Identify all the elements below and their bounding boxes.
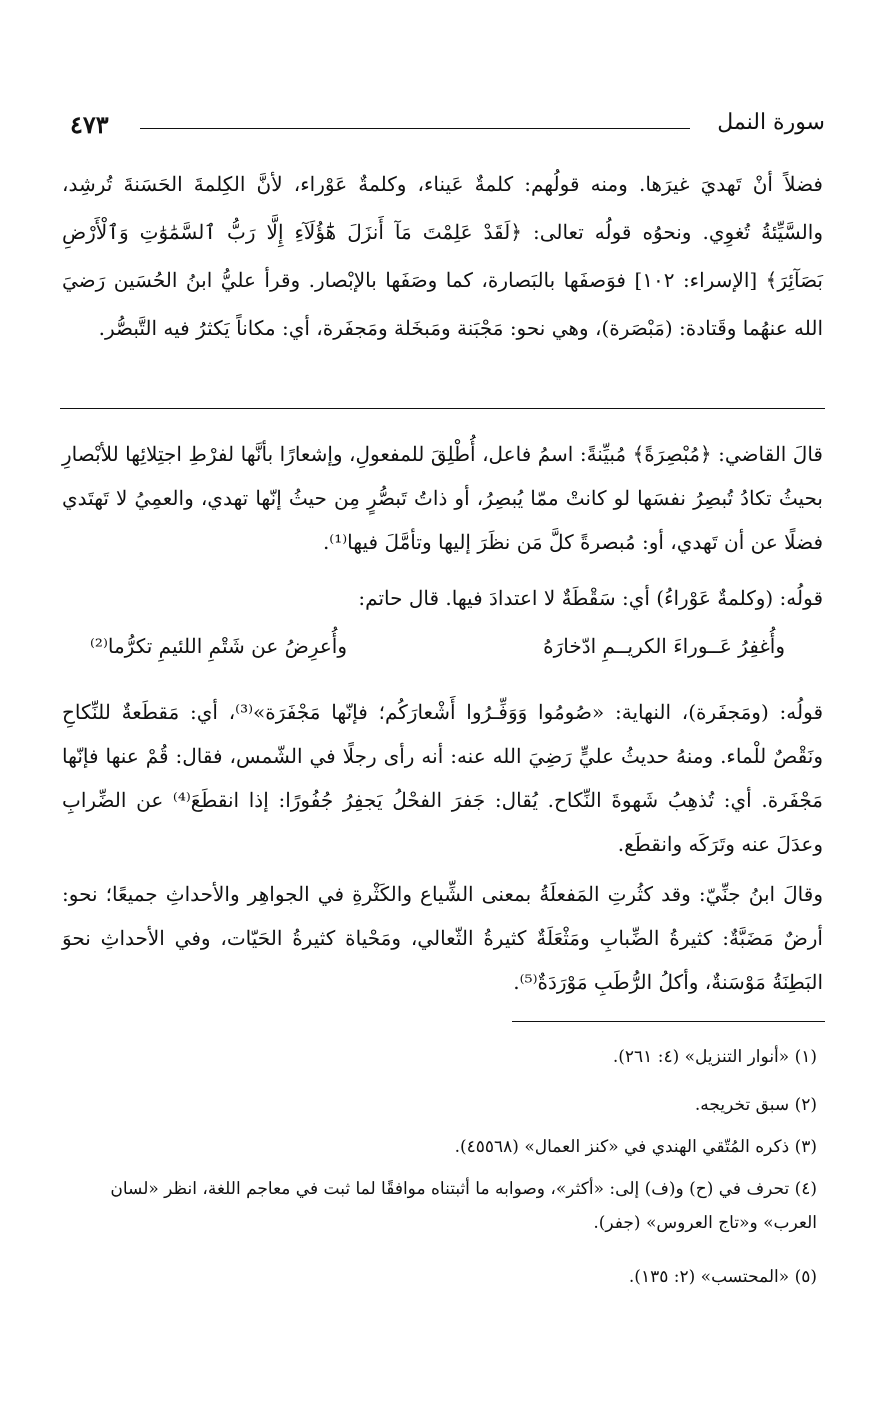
footnote-divider [512, 1021, 825, 1022]
footnote-1: (١) «أنوار التنزيل» (٤: ٢٦١). [612, 1047, 817, 1067]
poetry-verse [90, 634, 785, 674]
verse-first-hemistich: وأُغفِرُ عَــوراءَ الكريــمِ ادّخارَهُ [543, 634, 785, 658]
main-text: فضلاً أنْ تَهديَ غيرَها. ومنه قولُهم: كلمةٌ عَيناء، وكلمةٌ عَوْراء، لأنَّ الكِلمةَ الحَسَنةَ تُرشِد، والسَّيِّئةُ تُغوِي. ونحوُه قولُه تعالى: ﴿لَقَدْ عَلِمْتَ مَآ أَنزَلَ هَٰٓؤُلَآءِ إِلَّا رَبُّ ٱلسَّمَٰوَٰتِ وَٱلْأَرْضِ بَصَآئِرَ﴾ [الإسراء: ١٠٢] فوَصفَها بالبَصارة، كما وصَفَها بالإبْصار. وقرأ عليُّ ابنُ الحُسَين رَضيَ الله عنهُما وقَتادة: (مَبْصَرة)، وهي نحو: مَجْبَنة ومَبخَلة ومَجفَرة، أي: مكاناً يَكثرُ فيه التَّبصُّر. [62, 172, 823, 340]
footnote-4: (٤) تحرف في (ح) و(ف) إلى: «أكثر»، وصوابه ما أثبتناه موافقًا لما ثبت في معاجم اللغة، انظر «لسان العرب» و«تاج العروس» (جفر). [110, 1179, 817, 1233]
commentary-paragraph-1: قالَ القاضي: ﴿مُبْصِرَةً﴾ مُبيِّنةً: اسمُ فاعل، أُطْلِقَ للمفعولِ، وإشعارًا بأنَّها لفرْطِ اجتِلائِها للأبْصارِ بحيثُ تكادُ تُبصِرُ نفسَها لو كانتْ ممّا يُبصِرُ، أو ذاتُ تَبصُّرٍ مِن حيثُ إنّها تهدي، والعمِيُ لا تَهتَدي فضلًا عن أن تَهدي، أو: مُبصرةً كلَّ مَن نظَرَ إليها وتأمَّلَ فيها⁽¹⁾. [62, 442, 823, 554]
commentary-paragraph-4: وقالَ ابنُ جنِّيّ: وقد كثُرتِ المَفعلَةُ بمعنى الشِّياع والكَثْرةِ في الجواهِر والأحداثِ جميعًا؛ نحو: أرضٌ مَضَبَّةٌ: كثيرةُ الضِّبابِ ومَثْعَلَةٌ كثيرةُ الثّعالي، ومَحْياة كثيرةُ الحَيّات، وفي الأحداثِ نحوَ البَطِنَةُ مَوْسَنةٌ، وأكلُ الرُّطَبِ مَوْرَدَةٌ⁽⁵⁾. [62, 882, 823, 994]
footnote-5: (٥) «المحتسب» (٢: ١٣٥). [628, 1267, 817, 1287]
page-header [70, 110, 825, 146]
surah-title: سورة النمل [717, 110, 825, 135]
section-divider [60, 408, 825, 409]
page-number: ٤٧٣ [70, 110, 109, 139]
footnote-3: (٣) ذكره المُتّقي الهندي في «كنز العمال» (٤٥٥٦٨). [454, 1137, 817, 1157]
commentary-paragraph-3: قولُه: (ومَجفَرة)، النهاية: «صُومُوا وَوَفِّـرُوا أَشْعارَكُم؛ فإنّها مَجْفَرَة»⁽³⁾، أي: مَقطَعةٌ للنِّكاحِ ونَقْصٌ للْماء. ومنهُ حديثُ عليٍّ رَضِيَ الله عنه: أنه رأى رجلًا في الشّمس، فقال: قُمْ عنها فإنّها مَجْفَرة. أي: تُذهِبُ شَهوةَ النِّكاح. يُقال: جَفرَ الفحْلُ يَجفِرُ جُفُورًا: إذا انقطَعَ⁽⁴⁾ عن الضِّرابِ وعدَلَ عنه وتَرَكَه وانقطَع. [62, 700, 824, 856]
footnote-2: (٢) سبق تخريجه. [694, 1095, 817, 1115]
verse-second-hemistich: وأُعرِضُ عن شَتْمِ اللئيمِ تكرُّما⁽²⁾ [90, 634, 348, 658]
header-rule [140, 128, 690, 129]
commentary-paragraph-2: قولُه: (وكلمةٌ عَوْراءُ) أي: سَقْطَةٌ لا اعتدادَ فيها. قال حاتم: [358, 586, 823, 610]
